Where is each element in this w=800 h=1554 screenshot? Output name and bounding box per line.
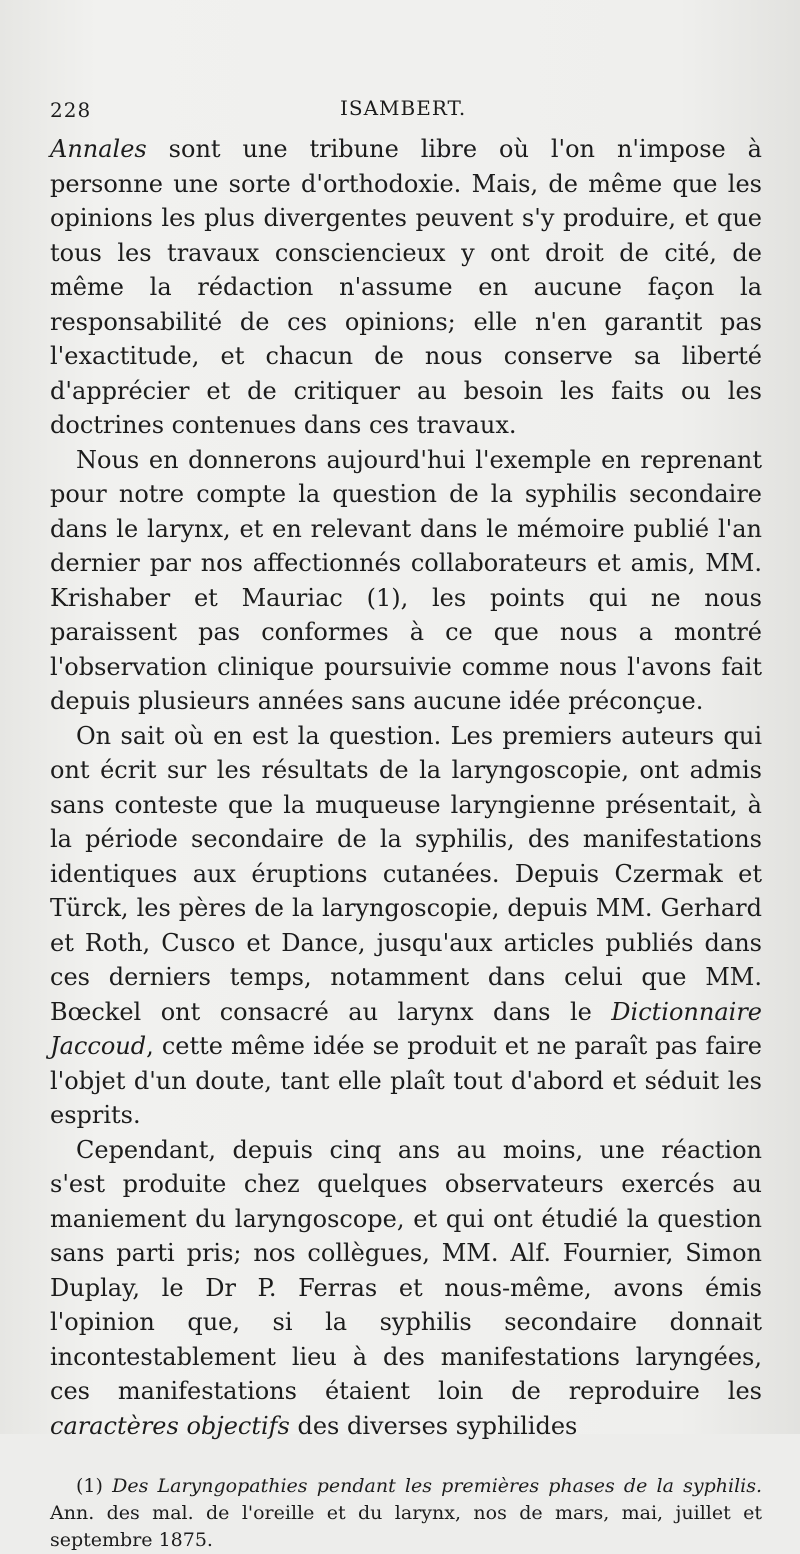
- paragraph-3-text-after: , cette même idée se produit et ne paraît pas faire l'objet d'un doute, tant elle plaît tout d'abord et séduit les esprits.: [50, 1032, 762, 1129]
- paragraph-2: [50, 443, 762, 719]
- paragraph-1-text: sont une tribune libre où l'on n'impose à personne une sorte d'orthodoxie. Mais, de même que les opinions les plus divergentes peuvent s'y produire, et que tous les travaux consciencieux y ont droit de cité, de même la rédaction n'assume en aucune façon la responsabilité de ces opinions; elle n'en garantit pas l'exactitude, et chacun de nous conserve sa liberté d'apprécier et de critiquer au besoin les faits ou les doctrines contenues dans ces travaux.: [50, 135, 762, 439]
- body-text: [50, 132, 762, 1443]
- running-head: [50, 92, 762, 132]
- journal-name: Annales: [50, 135, 147, 163]
- paragraph-4-text-after: des diverses syphilides: [289, 1411, 578, 1440]
- running-title: ISAMBERT.: [340, 96, 467, 120]
- paragraph-2-text: Nous en donnerons aujourd'hui l'exemple en reprenant pour notre compte la question de la syphilis secondaire dans le larynx, et en relevant dans le mémoire publié l'an dernier par nos affectionnés collaborateurs et amis, MM. Krishaber et Mauriac (1), les points qui ne nous paraissent pas conformes à ce que nous a montré l'observation clinique poursuivie comme nous l'avons fait depuis plusieurs années sans aucune idée préconçue.: [50, 445, 762, 715]
- footnote-text: Ann. des mal. de l'oreille et du larynx, nos de mars, mai, juillet et septembre 1875.: [50, 1502, 762, 1551]
- paragraph-3-text-before: On sait où en est la question. Les premiers auteurs qui ont écrit sur les résultats de la laryngoscopie, ont admis sans conteste que la muqueuse laryngienne présentait, à la période secondaire de la syphilis, des manifestations identiques aux éruptions cutanées. Depuis Czermak et Türck, les pères de la laryngoscopie, depuis MM. Gerhard et Roth, Cusco et Dance, jusqu'aux articles publiés dans ces derniers temps, notamment dans celui que MM. Bœckel ont consacré au larynx dans le: [50, 721, 762, 1026]
- paragraph-3: [50, 719, 762, 1133]
- dictionary-title: Dictionnaire Jaccoud: [50, 997, 762, 1060]
- emphasis-phrase: caractères objectifs: [50, 1411, 290, 1440]
- footnote-marker: (1): [76, 1475, 113, 1497]
- footnote-title: Des Laryngopathies pendant les premières phases de la syphilis.: [112, 1475, 763, 1497]
- paragraph-1: [50, 132, 762, 443]
- paragraph-4: [50, 1133, 762, 1444]
- footnote: [50, 1473, 762, 1554]
- paragraph-4-text-before: Cependant, depuis cinq ans au moins, une réaction s'est produite chez quelques observateurs exercés au maniement du laryngoscope, et qui ont étudié la question sans parti pris; nos collègues, MM. Alf. Fournier, Simon Duplay, le Dr P. Ferras et nous-même, avons émis l'opinion que, si la syphilis secondaire donnait incontestablement lieu à des manifestations laryngées, ces manifestations étaient loin de reproduire les: [50, 1135, 762, 1405]
- page-number: 228: [50, 98, 92, 122]
